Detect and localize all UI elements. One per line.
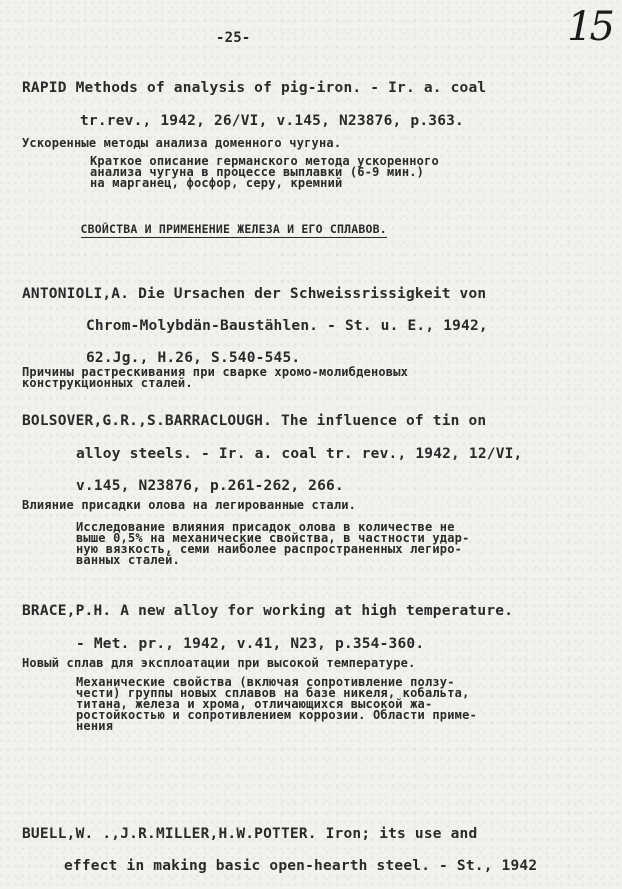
entry-citation-line: BUELL,W. .,J.R.MILLER,H.W.POTTER. Iron; its use and [22,826,478,842]
entry-citation-line: Chrom-Molybdän-Baustählen. - St. u. E., 1942, [86,318,488,334]
entry-russian-annotation: Механические свойства (включая сопротивление ползу- чести) группы новых сплавов на базе никеля, кобальта, титана, железа и хрома, отличающихся высокой жа- ростойкостью и сопротивлением коррозии. Области приме- нения [76,675,477,733]
entry-citation-line: v.145, N23876, p.261-262, 266. [76,478,344,494]
entry-russian-title: Ускоренные методы анализа доменного чугуна. [22,136,342,150]
entry-russian-annotation: Исследование влияния присадок олова в количестве не выше 0,5% на механические свойства, в частности удар- ную вязкость, семи наиболее распространенных легиро- ванных сталей. [76,520,470,567]
entry-citation-line: effect in making basic open-hearth steel. - St., 1942 [64,858,538,874]
entry-russian-title: Влияние присадки олова на легированные стали. [22,498,357,512]
entry-citation-line: BRACE,P.H. A new alloy for working at high temperature. [22,603,514,619]
entry-citation-line: tr.rev., 1942, 26/VI, v.145, N23876, p.363. [80,113,464,129]
entry-russian-title: Новый сплав для эксплоатации при высокой температуре. [22,656,416,670]
handwritten-page-mark: 15 [567,4,612,50]
entry-citation-line: ANTONIOLI,A. Die Ursachen der Schweissrissigkeit von [22,286,487,302]
entry-russian-title: Причины растрескивания при сварке хромо-молибденовых конструкционных сталей. [22,365,409,390]
entry-citation-line: alloy steels. - Ir. a. coal tr. rev., 1942, 12/VI, [76,446,523,462]
entry-citation-line: RAPID Methods of analysis of pig-iron. - Ir. a. coal [22,80,487,96]
entry-citation-line: 62.Jg., H.26, S.540-545. [86,350,301,366]
section-heading-text: СВОЙСТВА И ПРИМЕНЕНИЕ ЖЕЛЕЗА И ЕГО СПЛАВОВ. [80,222,387,236]
section-heading [52,208,387,250]
page-number: -25- [216,30,251,46]
entry-citation-line: BOLSOVER,G.R.,S.BARRACLOUGH. The influence of tin on [22,413,487,429]
entry-russian-annotation: Краткое описание германского метода ускоренного анализа чугуна в процессе выплавки (6-9 мин.) на марганец, фосфор, серу, кремний [90,154,439,190]
entry-citation-line: - Met. pr., 1942, v.41, N23, p.354-360. [76,636,425,652]
